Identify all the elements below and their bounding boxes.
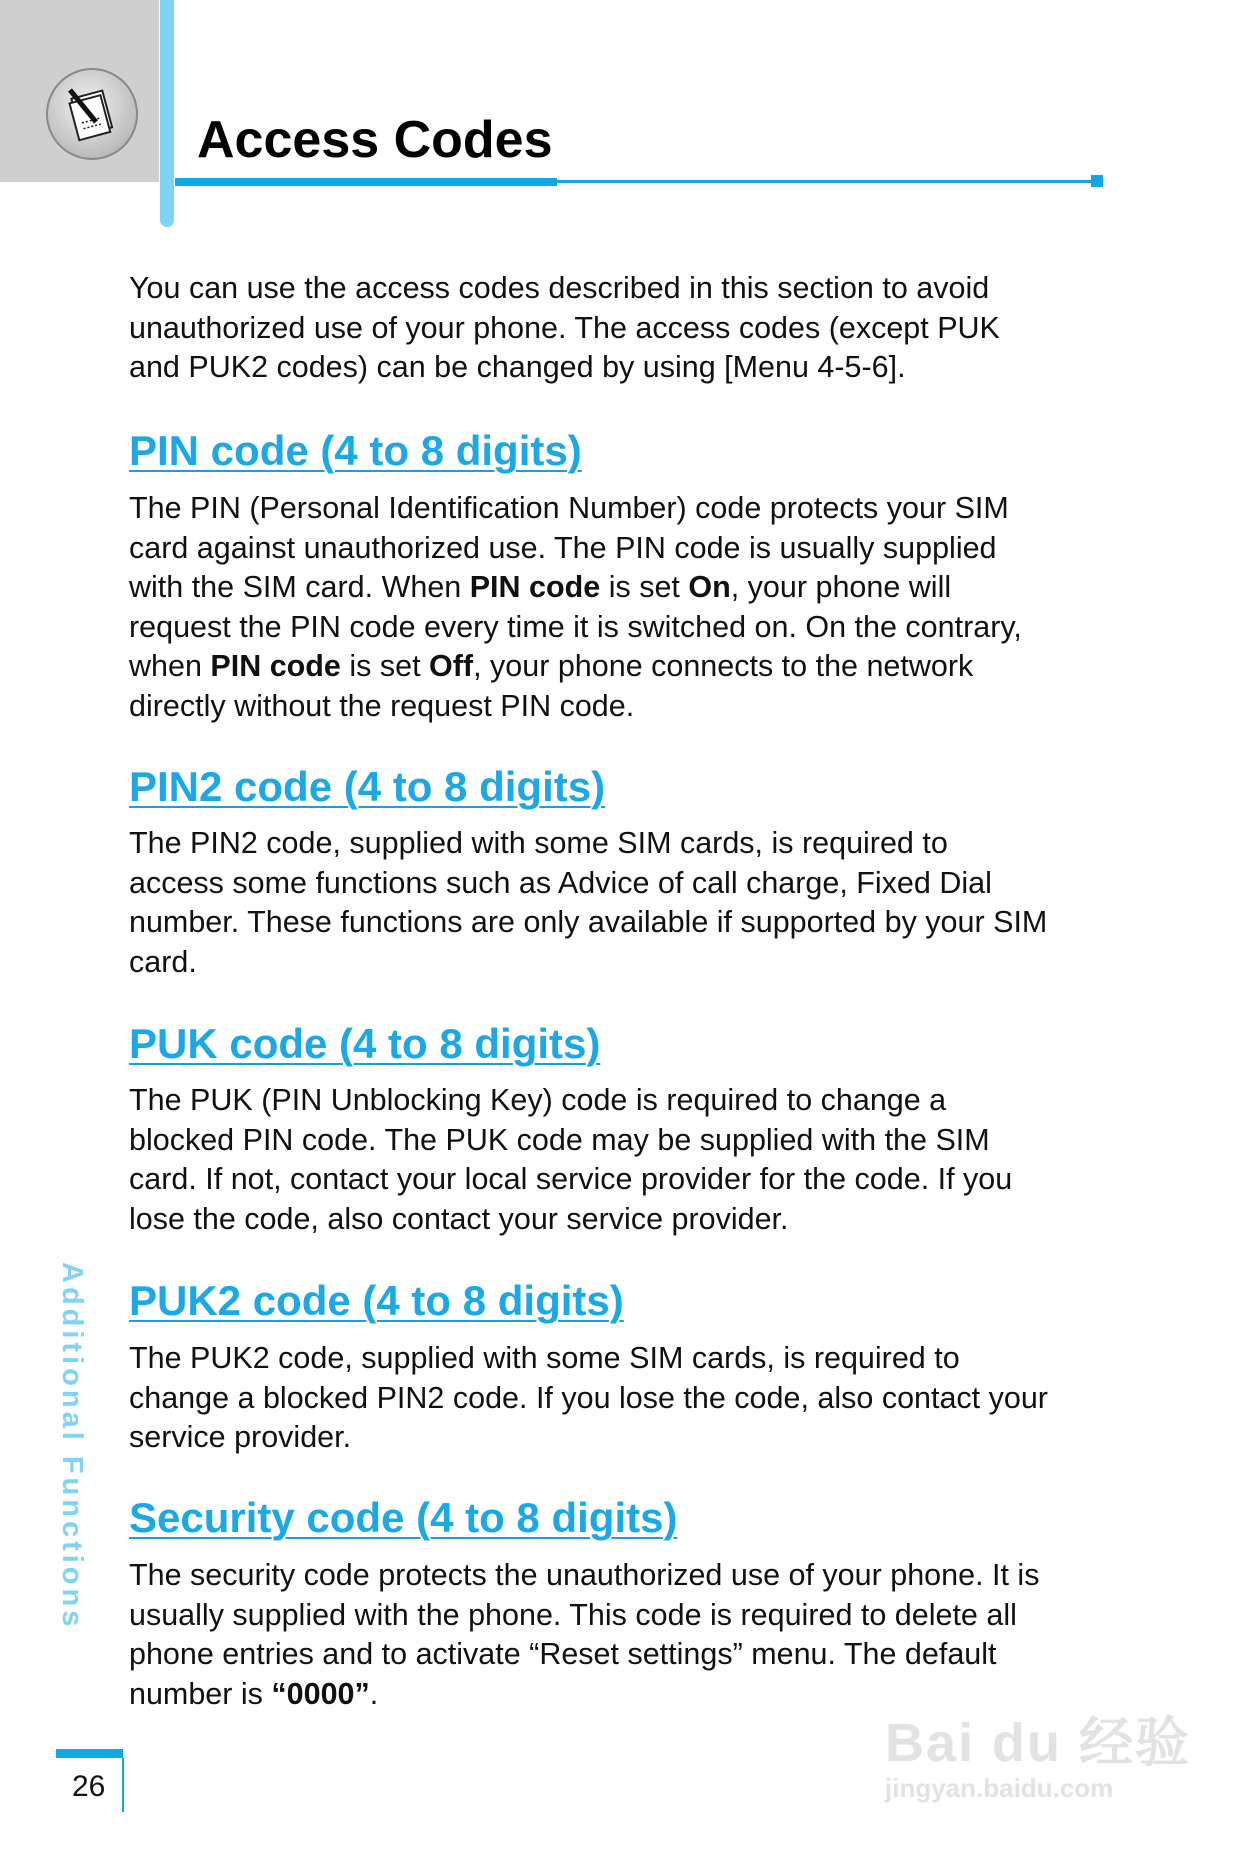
watermark-logo-text: Bai du 经验: [885, 1713, 1192, 1773]
text-span: , your phone will: [730, 570, 952, 604]
section-heading-pin: PIN code (4 to 8 digits): [129, 427, 582, 474]
text-line: [129, 1121, 1129, 1161]
text-span: The PIN (Personal Identification Number) code protects your SIM: [129, 491, 1009, 525]
text-line: [129, 348, 1129, 388]
text-span: change a blocked PIN2 code. If you lose the code, also contact your: [129, 1380, 1048, 1415]
text-span: access some functions such as Advice of call charge, Fixed Dial: [129, 865, 992, 900]
title-rule-thin: [557, 180, 1097, 183]
text-span: The PUK (PIN Unblocking Key) code is required to change a: [129, 1083, 947, 1117]
text-span: .: [369, 1676, 379, 1711]
text-span: number. These functions are only available if supported by your SIM: [129, 905, 1048, 939]
text-line: [129, 1635, 1129, 1675]
text-line: [129, 608, 1129, 648]
text-line: [129, 824, 1129, 864]
text-line: [129, 1379, 1129, 1419]
title-rule-thick: [175, 178, 557, 186]
bold-text: “0000”: [271, 1676, 370, 1711]
section-body-pin2: [129, 824, 1129, 982]
text-line: [129, 864, 1129, 904]
text-span: card against unauthorized use. The PIN code is usually supplied: [129, 530, 997, 565]
text-span: The security code protects the unauthorized use of your phone. It is: [129, 1558, 1040, 1592]
watermark-url: jingyan.baidu.com: [885, 1773, 1114, 1803]
text-span: The PUK2 code, supplied with some SIM cards, is required to: [129, 1341, 960, 1375]
text-span: You can use the access codes described in this section to avoid: [129, 271, 990, 305]
section-body-puk2: [129, 1339, 1129, 1458]
text-line: [129, 1160, 1129, 1200]
text-span: unauthorized use of your phone. The access codes (except PUK: [129, 310, 1000, 345]
text-line: [129, 1556, 1129, 1596]
bold-text: Off: [429, 649, 474, 683]
text-span: The PIN2 code, supplied with some SIM cards, is required to: [129, 826, 948, 860]
text-line: [129, 943, 1129, 983]
bold-text: On: [688, 570, 731, 604]
text-line: [129, 1200, 1129, 1240]
section-heading-pin2: PIN2 code (4 to 8 digits): [129, 763, 606, 810]
section-heading-puk2: PUK2 code (4 to 8 digits): [129, 1277, 624, 1324]
section-heading-puk: PUK code (4 to 8 digits): [129, 1020, 601, 1067]
bold-text: PIN code: [210, 649, 341, 683]
text-span: lose the code, also contact your service provider.: [129, 1201, 789, 1236]
header-accent-bar: [160, 0, 174, 227]
page-number-divider: [122, 1758, 124, 1812]
text-span: and PUK2 codes) can be changed by using [Menu 4-5-6].: [129, 350, 906, 384]
text-line: [129, 647, 1129, 687]
text-span: is set: [340, 649, 430, 683]
section-heading-security: Security code (4 to 8 digits): [129, 1494, 678, 1541]
text-line: [129, 309, 1129, 349]
text-line: [129, 568, 1129, 608]
side-chapter-text: Additional Functions: [56, 1262, 88, 1631]
text-line: [129, 529, 1129, 569]
text-line: [129, 269, 1129, 309]
text-line: [129, 1339, 1129, 1379]
text-line: [129, 1418, 1129, 1458]
text-span: is set: [600, 570, 689, 604]
text-line: [129, 687, 1129, 727]
page-title: Access Codes: [197, 111, 553, 169]
section-body-pin: [129, 489, 1129, 726]
section-body-security: [129, 1556, 1129, 1714]
text-line: [129, 903, 1129, 943]
title-rule-end: [1091, 175, 1103, 187]
text-span: request the PIN code every time it is switched on. On the contrary,: [129, 609, 1022, 644]
section-body-puk: [129, 1081, 1129, 1239]
text-line: [129, 1081, 1129, 1121]
intro-paragraph: [129, 269, 1129, 388]
text-span: directly without the request PIN code.: [129, 688, 635, 723]
text-span: card.: [129, 944, 197, 979]
notepad-pencil-icon: [46, 68, 138, 160]
text-span: service provider.: [129, 1420, 352, 1454]
text-span: with the SIM card. When: [129, 570, 470, 604]
text-span: when: [129, 649, 211, 683]
text-line: [129, 1596, 1129, 1636]
page-number: 26: [72, 1770, 106, 1803]
side-chapter-label: [58, 1262, 88, 1737]
bold-text: PIN code: [469, 570, 601, 604]
text-span: card. If not, contact your local service provider for the code. If you: [129, 1162, 1013, 1196]
text-line: [129, 489, 1129, 529]
text-span: number is: [129, 1676, 272, 1711]
text-span: blocked PIN code. The PUK code may be supplied with the SIM: [129, 1122, 990, 1157]
page-number-bar: [56, 1749, 123, 1758]
text-span: , your phone connects to the network: [473, 649, 974, 683]
text-span: usually supplied with the phone. This code is required to delete all: [129, 1597, 1017, 1632]
text-span: phone entries and to activate “Reset settings” menu. The default: [129, 1637, 997, 1671]
baidu-watermark: [885, 1700, 1191, 1804]
